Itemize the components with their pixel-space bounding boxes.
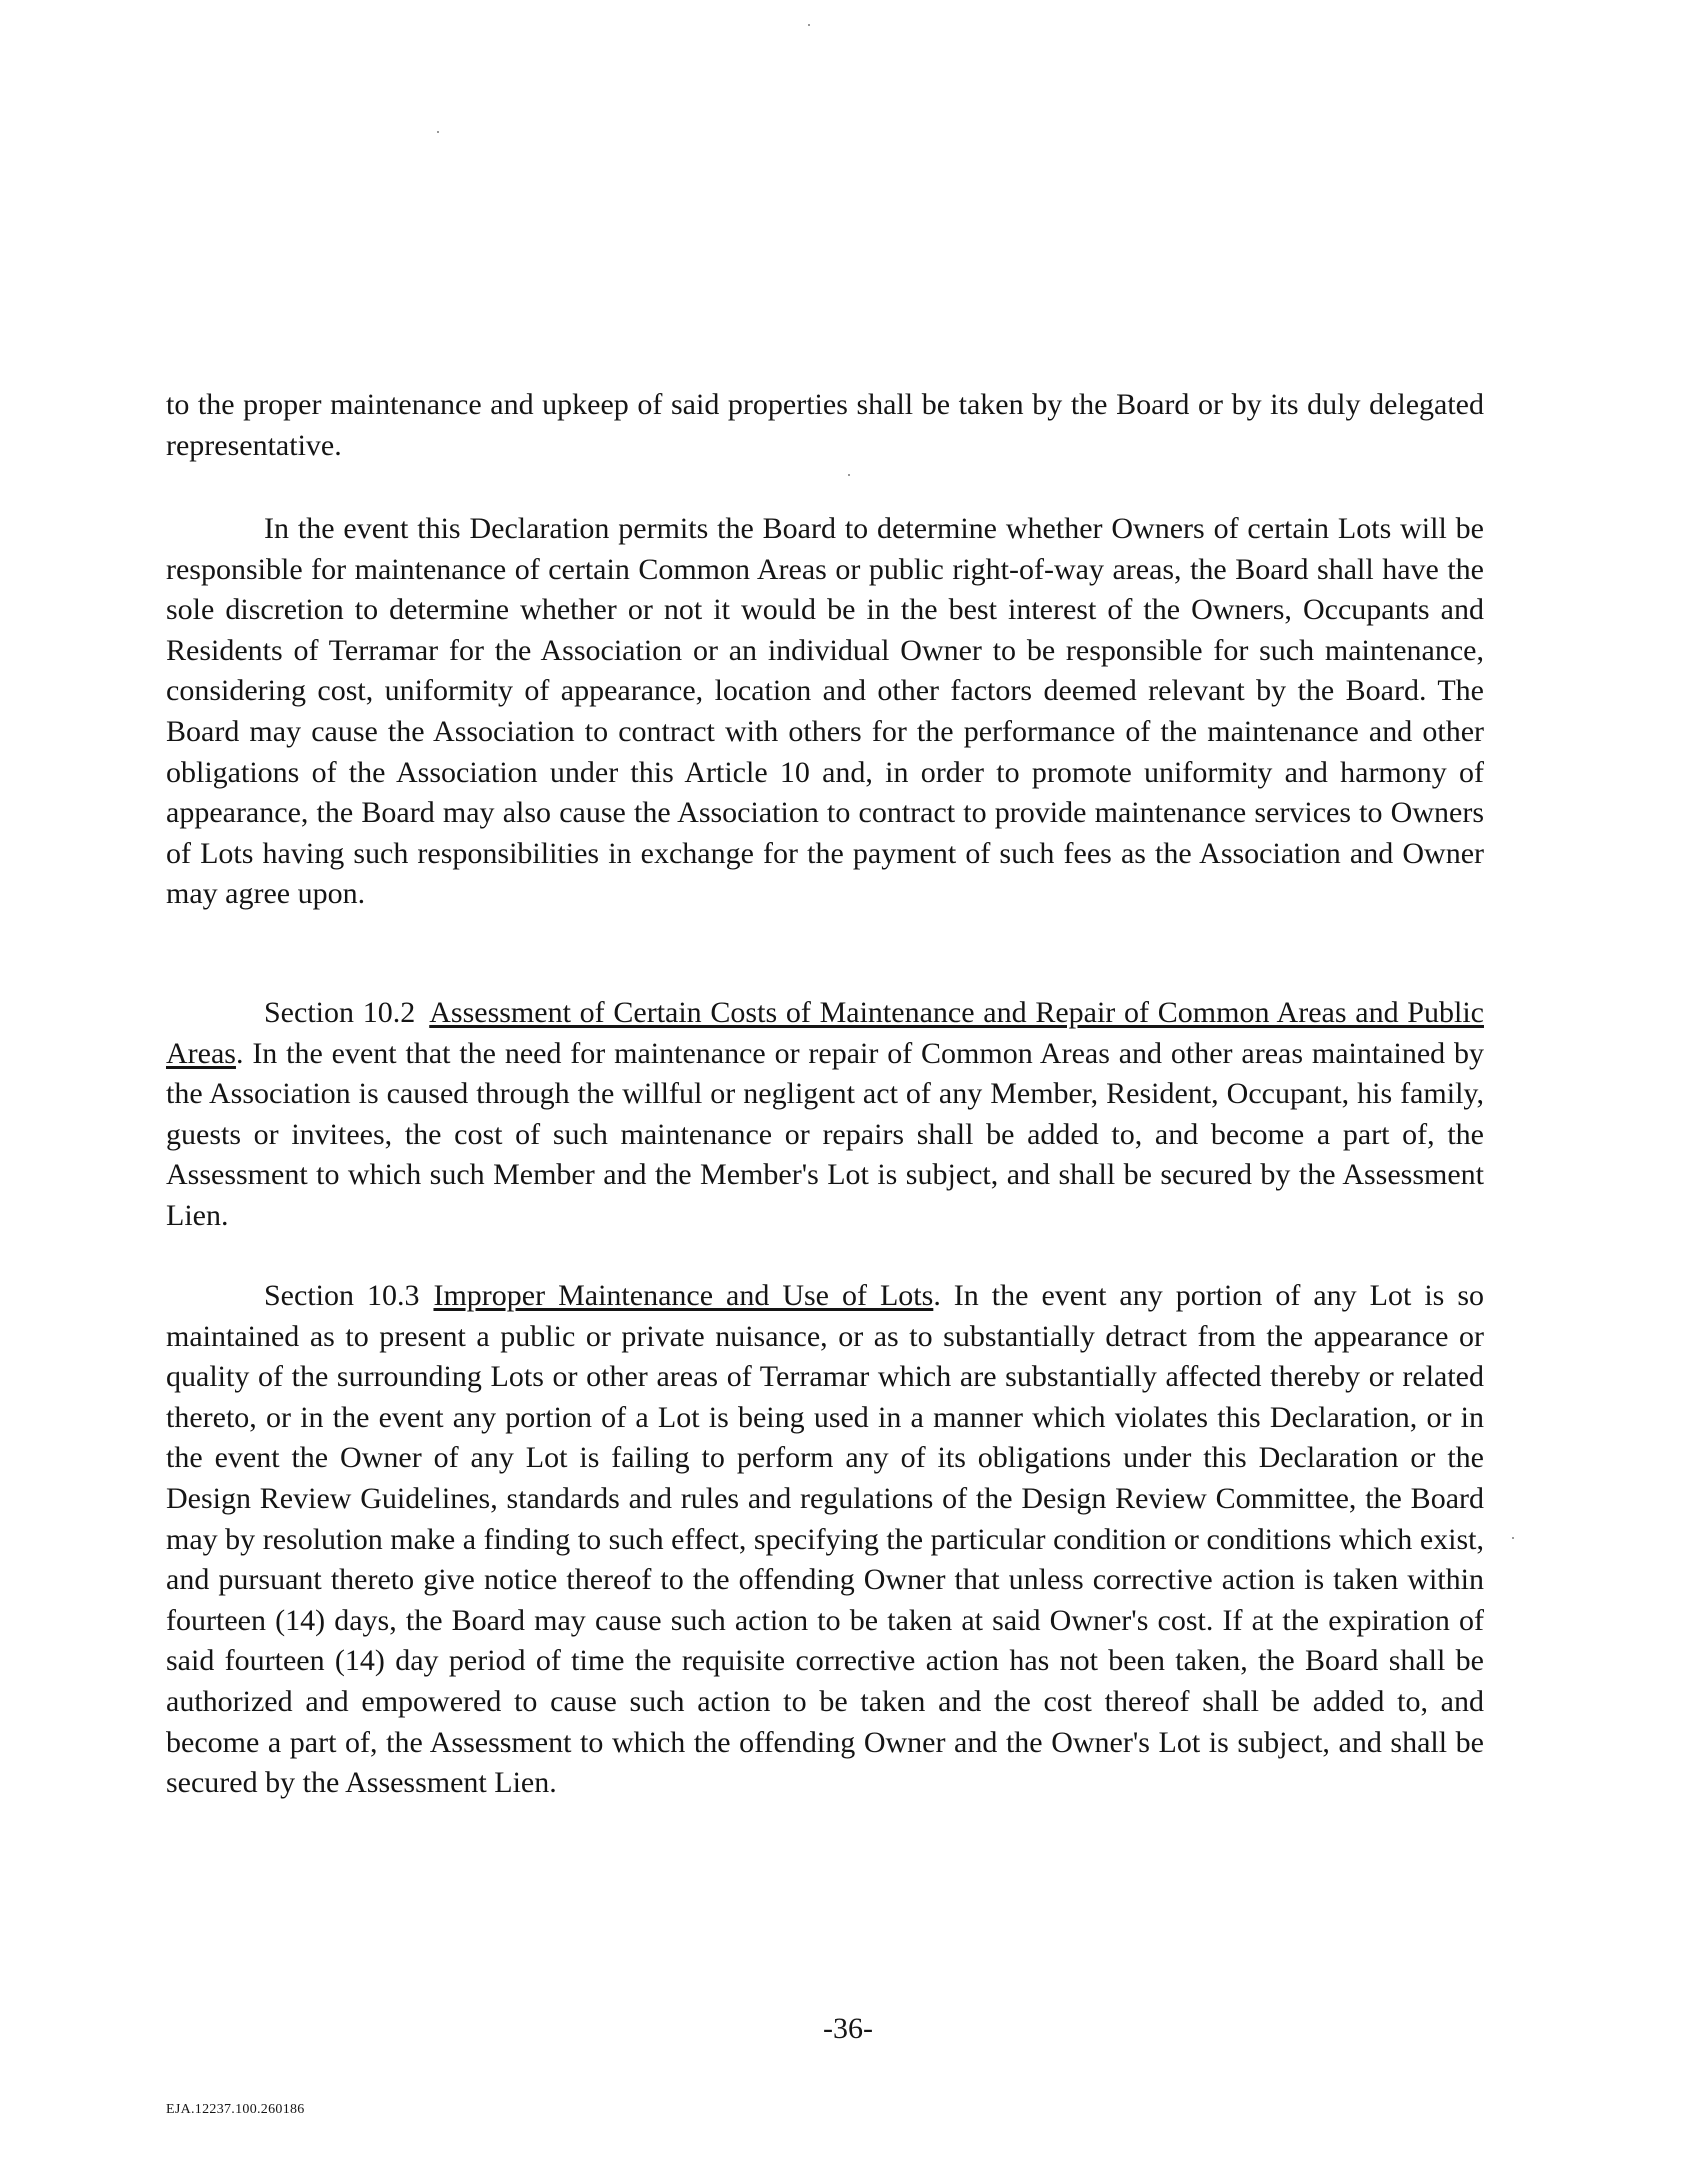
section-number: Section 10.2 — [264, 996, 416, 1029]
page-number: -36- — [823, 2012, 873, 2045]
scan-speck — [437, 131, 439, 133]
section-10-2 — [166, 993, 1484, 1237]
section-title: Assessment of Certain Costs of Maintenance and Repair of Common Areas and Public Areas — [166, 996, 1484, 1070]
scan-speck — [848, 474, 850, 476]
section-body: . In the event any portion of any Lot is so maintained as to present a public or private nuisance, or as to substantially detract from the appearance or quality of the surrounding Lots or other areas of Terramar which are substantially affected thereby or related thereto, or in the event any portion of a Lot is being used in a manner which violates this Declaration, or in the event the Owner of any Lot is failing to perform any of its obligations under this Declaration or the Design Review Guidelines, standards and rules and regulations of the Design Review Committee, the Board may by resolution make a finding to such effect, specifying the particular condition or conditions which exist, and pursuant thereto give notice thereof to the offending Owner that unless corrective action is taken within fourteen (14) days, the Board may cause such action to be taken at said Owner's cost. If at the expiration of said fourteen (14) day period of time the requisite corrective action has not been taken, the Board shall be authorized and empowered to cause such action to be taken and the cost thereof shall be added to, and become a part of, the Assessment to which the offending Owner and the Owner's Lot is subject, and shall be secured by the Assessment Lien. — [166, 1279, 1484, 1800]
section-10-3 — [166, 1276, 1484, 1804]
section-number: Section 10.3 — [264, 1279, 420, 1312]
scan-speck — [1512, 1537, 1514, 1539]
section-title: Improper Maintenance and Use of Lots — [433, 1279, 934, 1312]
section-body: . In the event that the need for maintenance or repair of Common Areas and other areas maintained by the Association is caused through the willful or negligent act of any Member, Resident, Occupant, his family, guests or invitees, the cost of such maintenance or repairs shall be added to, and become a part of, the Assessment to which such Member and the Member's Lot is subject, and shall be secured by the Assessment Lien. — [166, 1036, 1484, 1232]
paragraph-board-discretion: In the event this Declaration permits the Board to determine whether Owners of certain Lots will be responsible for maintenance of certain Common Areas or public right-of-way areas, the Board shall have the sole discretion to determine whether or not it would be in the best interest of the Owners, Occupants and Residents of Terramar for the Association or an individual Owner to be responsible for such maintenance, considering cost, uniformity of appearance, location and other factors deemed relevant by the Board. The Board may cause the Association to contract with others for the performance of the maintenance and other obligations of the Association under this Article 10 and, in order to promote uniformity and harmony of appearance, the Board may also cause the Association to contract to provide maintenance services to Owners of Lots having such responsibilities in exchange for the payment of such fees as the Association and Owner may agree upon. — [166, 512, 1484, 911]
paragraph-continuation: to the proper maintenance and upkeep of said properties shall be taken by the Board or by its duly delegated representative. — [166, 388, 1484, 462]
document-code: EJA.12237.100.260186 — [166, 2102, 305, 2117]
scan-speck — [808, 24, 810, 26]
